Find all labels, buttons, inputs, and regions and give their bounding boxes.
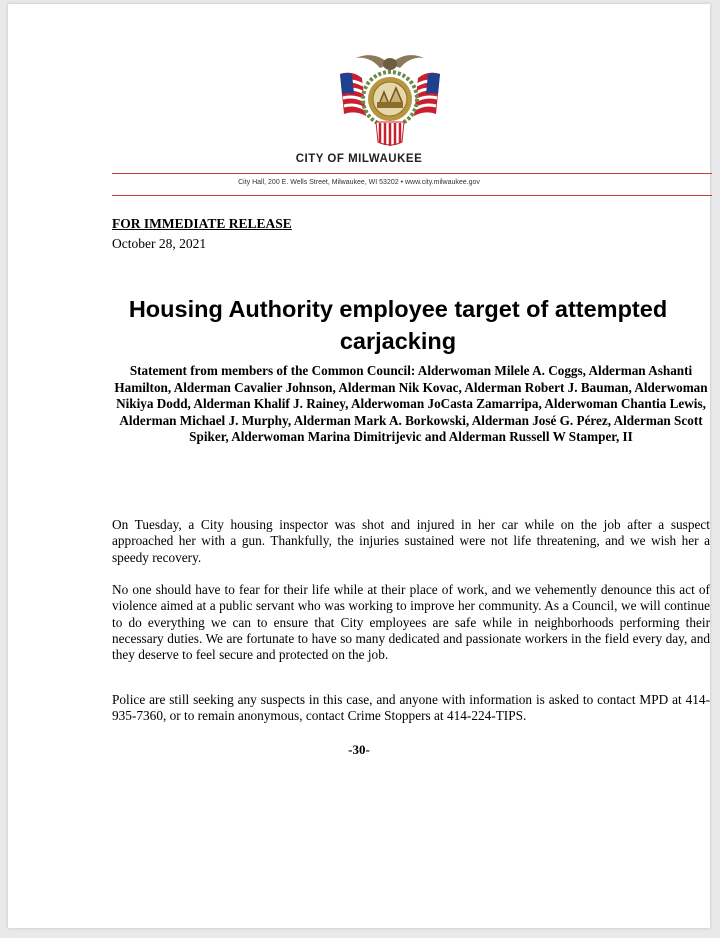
headline: Housing Authority employee target of attempted carjacking <box>128 296 668 354</box>
letterhead-rule-bottom <box>112 195 712 196</box>
city-name: CITY OF MILWAUKEE <box>295 153 423 165</box>
shield <box>376 122 404 146</box>
council-statement-attribution: Statement from members of the Common Council: Alderwoman Milele A. Coggs, Alderman Ashanti Hamilton, Alderman Cavalier Johnson, Alderman Nik Kovac, Alderman Robert J. Bauman, Alderwoman Nikiya Dodd, Alderman Khalif J. Rainey, Alderwoman JoCasta Zamarripa, Alderwoman Chantia Lewis, Alderman Michael J. Murphy, Alderman Mark A. Borkowski, Alderman José G. Pérez, Alderman Scott Spiker, Alderwoman Marina Dimitrijevic and Alderman Russell W Stamper, II <box>114 363 708 444</box>
eagle <box>356 55 424 70</box>
right-flag <box>414 73 440 116</box>
city-hall-address: City Hall, 200 E. Wells Street, Milwaukee, WI 53202 • www.city.milwaukee.gov <box>238 179 480 186</box>
release-label: FOR IMMEDIATE RELEASE <box>112 216 292 231</box>
body-paragraph: On Tuesday, a City housing inspector was shot and injured in her car while on the job after a suspect approached her with a gun. Thankfully, the injuries sustained were not life threatening, and we wish her a speedy recovery. <box>112 517 710 565</box>
city-seal-icon <box>330 44 450 148</box>
press-release-page <box>8 4 710 928</box>
body-paragraph: No one should have to fear for their life while at their place of work, and we vehemently denounce this act of violence aimed at a public servant who was working to improve her community. As a Council, we will continue to do everything we can to ensure that City employees are safe while in neighborhoods performing their necessary duties. We are fortunate to have so many dedicated and passionate workers in the field every day, and they deserve to feel secure and protected on the job. <box>112 582 710 663</box>
end-mark: -30- <box>348 742 370 757</box>
letterhead-rule-top <box>112 173 712 174</box>
body-paragraph: Police are still seeking any suspects in this case, and anyone with information is asked to contact MPD at 414-935-7360, or to remain anonymous, contact Crime Stoppers at 414-224-TIPS. <box>112 692 710 724</box>
left-flag <box>340 73 366 116</box>
release-date: October 28, 2021 <box>112 236 207 251</box>
